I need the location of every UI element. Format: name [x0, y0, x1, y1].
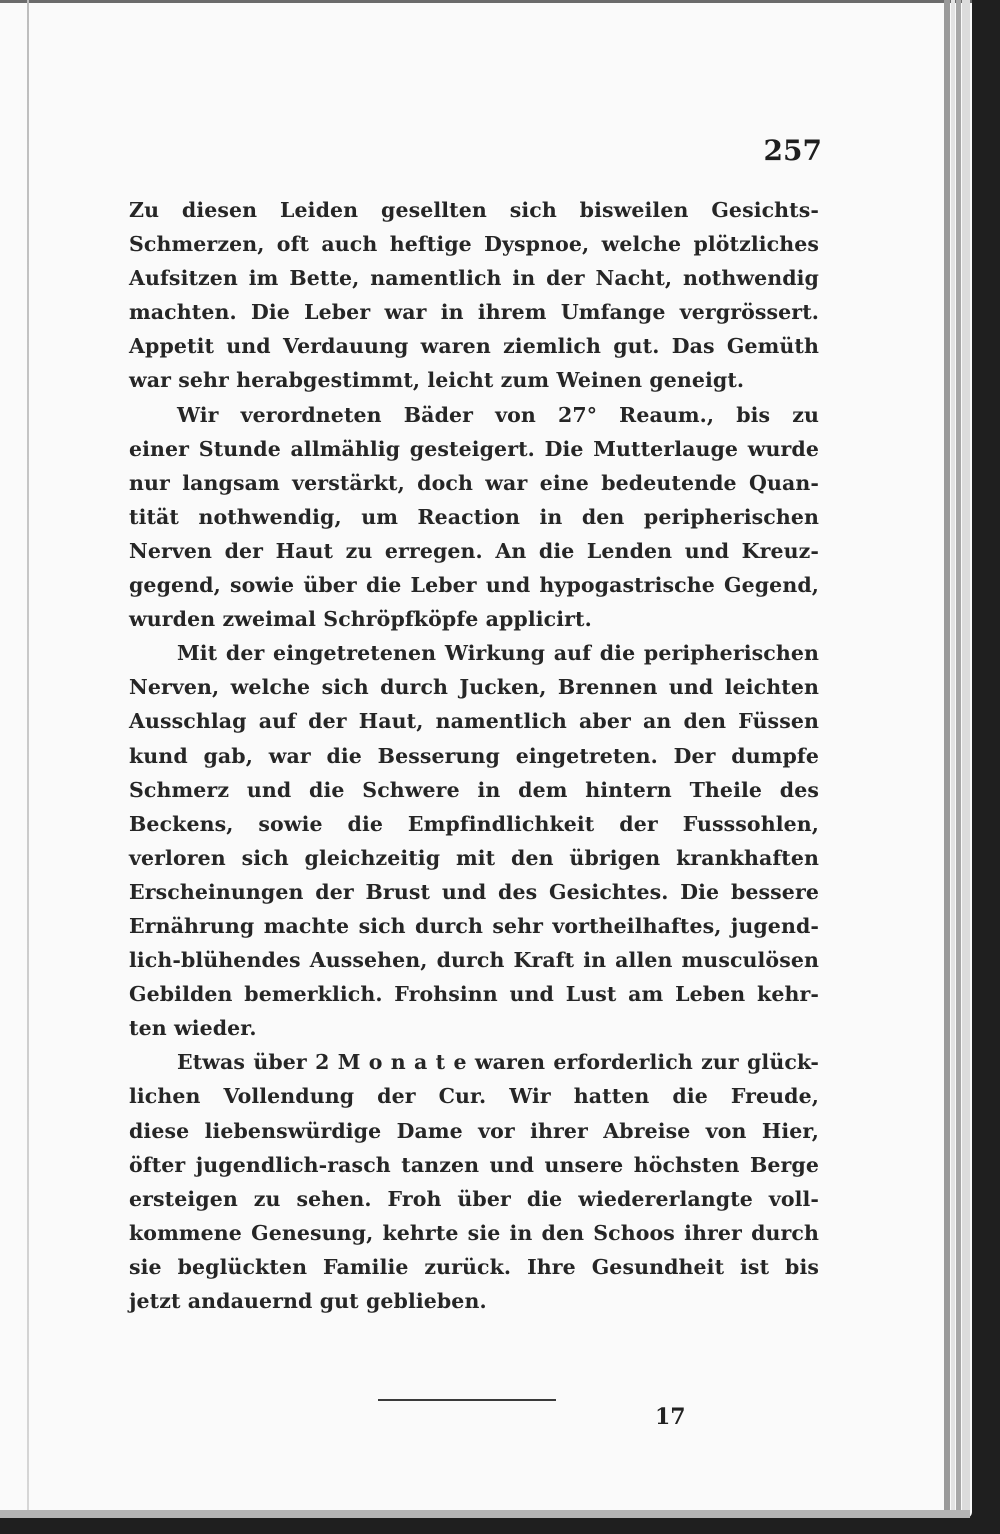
text-line: war sehr herabgestimmt, leicht zum Weinen geneigt. [129, 368, 745, 393]
text-line: Erscheinungen der Brust und des Gesichtes. Die bessere [129, 879, 819, 904]
text-line: gegend, sowie über die Leber und hypogastrische Gegend, [129, 573, 819, 598]
footer-rule [378, 1399, 556, 1401]
text-line: lichen Vollendung der Cur. Wir hatten die Freude, [129, 1084, 819, 1109]
text-line: Ernährung machte sich durch sehr vortheilhaftes, jugend- [129, 913, 819, 938]
text-line: kund gab, war die Besserung eingetreten. Der dumpfe [129, 743, 819, 768]
text-line: kommene Genesung, kehrte sie in den Schoos ihrer durch [129, 1220, 819, 1245]
text-line: Appetit und Verdauung waren ziemlich gut. Das Gemüth [129, 334, 819, 359]
page-bottom-edge [0, 1510, 970, 1518]
text-line: Ausschlag auf der Haut, namentlich aber an den Füssen [129, 709, 819, 734]
page-edge-stripe [956, 0, 961, 1518]
text-line: Beckens, sowie die Empfindlichkeit der Fusssohlen, [129, 811, 819, 836]
text-line: Schmerzen, oft auch heftige Dyspnoe, welche plötzliches [129, 232, 819, 257]
text-line: Wir verordneten Bäder von 27° Reaum., bis zu [177, 402, 819, 427]
text-line: Etwas über 2 M o n a t e waren erforderlich zur glück- [177, 1050, 819, 1075]
text-line: sie beglückten Familie zurück. Ihre Gesundheit ist bis [129, 1254, 819, 1279]
page-number: 257 [763, 134, 822, 167]
text-line: ersteigen zu sehen. Froh über die wiedererlangte voll- [129, 1186, 819, 1211]
text-line: öfter jugendlich-rasch tanzen und unsere höchsten Berge [129, 1152, 819, 1177]
text-line: wurden zweimal Schröpfköpfe applicirt. [129, 607, 592, 632]
text-line: einer Stunde allmählig gesteigert. Die Mutterlauge wurde [129, 436, 819, 461]
text-line: Nerven der Haut zu erregen. An die Lenden und Kreuz- [129, 538, 819, 563]
text-line: diese liebenswürdige Dame vor ihrer Abreise von Hier, [129, 1118, 819, 1143]
text-line: Mit der eingetretenen Wirkung auf die peripherischen [177, 641, 819, 666]
text-line: Aufsitzen im Bette, namentlich in der Nacht, nothwendig [129, 266, 819, 291]
signature-mark: 17 [655, 1404, 686, 1430]
page-edge-stripe [944, 0, 950, 1518]
text-line: lich-blühendes Aussehen, durch Kraft in allen musculösen [129, 948, 819, 973]
text-line: Nerven, welche sich durch Jucken, Brennen und leichten [129, 675, 819, 700]
text-line: Zu diesen Leiden gesellten sich bisweilen Gesichts- [129, 198, 819, 222]
page-top-edge [0, 0, 972, 3]
gutter-line [27, 0, 29, 1518]
text-line: jetzt andauernd gut geblieben. [129, 1289, 487, 1313]
text-line: Gebilden bemerklich. Frohsinn und Lust am Leben kehr- [129, 982, 819, 1007]
body-text [129, 193, 819, 1318]
text-line: verloren sich gleichzeitig mit den übrigen krankhaften [129, 845, 819, 870]
text-line: nur langsam verstärkt, doch war eine bedeutende Quan- [129, 470, 819, 495]
text-line: Schmerz und die Schwere in dem hintern Theile des [129, 777, 819, 802]
text-line: ten wieder. [129, 1016, 257, 1041]
text-line: tität nothwendig, um Reaction in den peripherischen [129, 504, 819, 529]
page-edge-stripe [951, 0, 955, 1518]
page-edge-stripe [962, 0, 970, 1518]
text-line: machten. Die Leber war in ihrem Umfange vergrössert. [129, 300, 819, 325]
